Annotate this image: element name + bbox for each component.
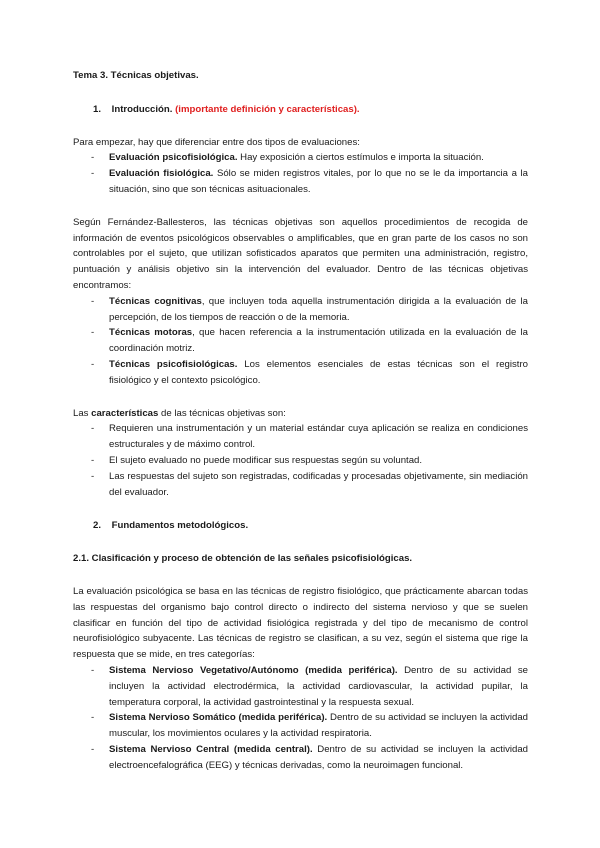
list-item-text: , que incluyen toda aquella instrumentación dirigida a la evaluación de la percepción, de los tiempos de reacción o de la memoria. xyxy=(109,295,528,323)
list-item-text: , que hacen referencia a la instrumentación utilizada en la evaluación de la coordinación motriz. xyxy=(109,327,528,355)
list-item xyxy=(73,469,528,501)
list-item-bold: Sistema Nervioso Vegetativo/Autónomo (medida periférica). xyxy=(109,664,398,676)
list-item xyxy=(73,453,528,469)
list-item-text: Dentro de su actividad se incluyen la actividad muscular, los movimientos oculares y la actividad respiratoria. xyxy=(109,712,528,740)
definition-paragraph: Según Fernández-Ballesteros, las técnicas objetivas son aquellos procedimientos de recogida de información de eventos psicológicos observables o amplificables, que en gran parte de los casos no son controlables por el sujeto, que utilizan sofisticados aparatos que permiten una administración, registro, puntuación y análisis objetivo sin la intervención del evaluador. Dentro de las técnicas objetivas encontramos: xyxy=(73,216,528,291)
dash-bullet: - xyxy=(91,743,95,755)
section-2-number: 2. xyxy=(93,520,102,532)
list-item-bold: Técnicas psicofisiológicas. xyxy=(109,358,238,370)
list-item-text: Hay exposición a ciertos estímulos e importa la situación. xyxy=(237,152,484,164)
characteristics-list xyxy=(73,421,528,500)
list-item-text: Los elementos esenciales de estas técnicas son el registro fisiológico y el contexto psicológico. xyxy=(109,358,528,386)
list-item-text: Sólo se miden registros vitales, por lo que no se le da importancia a la situación, sino que son técnicas asituacionales. xyxy=(109,168,528,195)
list-item xyxy=(73,421,528,453)
intro-paragraph: Para empezar, hay que diferenciar entre dos tipos de evaluaciones: xyxy=(73,136,360,148)
list-item-bold: Técnicas motoras xyxy=(109,327,193,339)
list-item xyxy=(73,325,528,357)
list-item-text: Requieren una instrumentación y un material estándar cuya aplicación se realiza en condiciones estructurales y de máximo control. xyxy=(109,423,528,451)
list-item xyxy=(73,150,528,166)
dash-bullet: - xyxy=(91,712,95,724)
characteristics-post: de las técnicas objetivas son: xyxy=(158,407,286,419)
dash-bullet: - xyxy=(91,423,95,435)
characteristics-bold: características xyxy=(91,407,159,419)
section-1-heading xyxy=(73,102,528,118)
list-item-bold: Evaluación fisiológica. xyxy=(109,168,214,180)
list-item xyxy=(73,357,528,389)
subsection-2-1-heading: 2.1. Clasificación y proceso de obtención de las señales psicofisiológicas. xyxy=(73,553,413,565)
section-1-note: (importante definición y características). xyxy=(175,103,360,115)
section-1-label: Introducción. xyxy=(111,103,173,115)
list-item-bold: Sistema Nervioso Central (medida central). xyxy=(109,743,313,755)
document-page xyxy=(73,68,528,773)
document-title: Tema 3. Técnicas objetivas. xyxy=(73,70,199,81)
evaluation-list xyxy=(73,150,528,197)
section-2-heading xyxy=(73,518,528,534)
dash-bullet: - xyxy=(91,152,95,164)
techniques-list xyxy=(73,294,528,389)
list-item xyxy=(73,663,528,710)
dash-bullet: - xyxy=(91,168,95,180)
dash-bullet: - xyxy=(91,327,95,339)
list-item-text: Las respuestas del sujeto son registradas, codificadas y procesadas objetivamente, sin mediación del evaluador. xyxy=(109,470,528,498)
list-item xyxy=(73,742,528,774)
list-item-bold: Técnicas cognitivas xyxy=(109,295,202,307)
section-1-number: 1. xyxy=(93,103,102,115)
list-item xyxy=(73,294,528,326)
list-item xyxy=(73,710,528,742)
dash-bullet: - xyxy=(91,295,95,307)
list-item-bold: Evaluación psicofisiológica. xyxy=(109,152,238,164)
list-item-text: Dentro de su actividad se incluyen la actividad electroencefalográfica (EEG) y técnicas derivadas, como la neuroimagen funcional. xyxy=(109,743,529,771)
dash-bullet: - xyxy=(91,664,95,676)
characteristics-intro xyxy=(73,406,528,422)
registry-paragraph: La evaluación psicológica se basa en las técnicas de registro fisiológico, que prácticamente abarcan todas las respuestas del organismo bajo control directo o indirecto del sistema nervioso y que se suelen clasificar en función del tipo de actividad fisiológica registrada y del tipo de mecanismo de control neurofisiológico subyacente. Las técnicas de registro se clasifican, a su vez, según el sistema que rige la respuesta que se mide, en tres categorías: xyxy=(73,585,528,661)
list-item-bold: Sistema Nervioso Somático (medida periférica). xyxy=(109,712,328,724)
dash-bullet: - xyxy=(91,454,95,466)
systems-list xyxy=(73,663,528,774)
list-item-text: Dentro de su actividad se incluyen la actividad electrodérmica, la actividad cardiovascular, la actividad pupilar, la temperatura corporal, la actividad gastrointestinal y la respuesta sexual. xyxy=(109,664,528,708)
characteristics-pre: Las xyxy=(73,407,92,419)
list-item-text: El sujeto evaluado no puede modificar sus respuestas según su voluntad. xyxy=(109,454,423,466)
list-item xyxy=(73,166,528,198)
section-2-label: Fundamentos metodológicos. xyxy=(111,520,249,532)
dash-bullet: - xyxy=(91,470,95,482)
dash-bullet: - xyxy=(91,358,95,370)
